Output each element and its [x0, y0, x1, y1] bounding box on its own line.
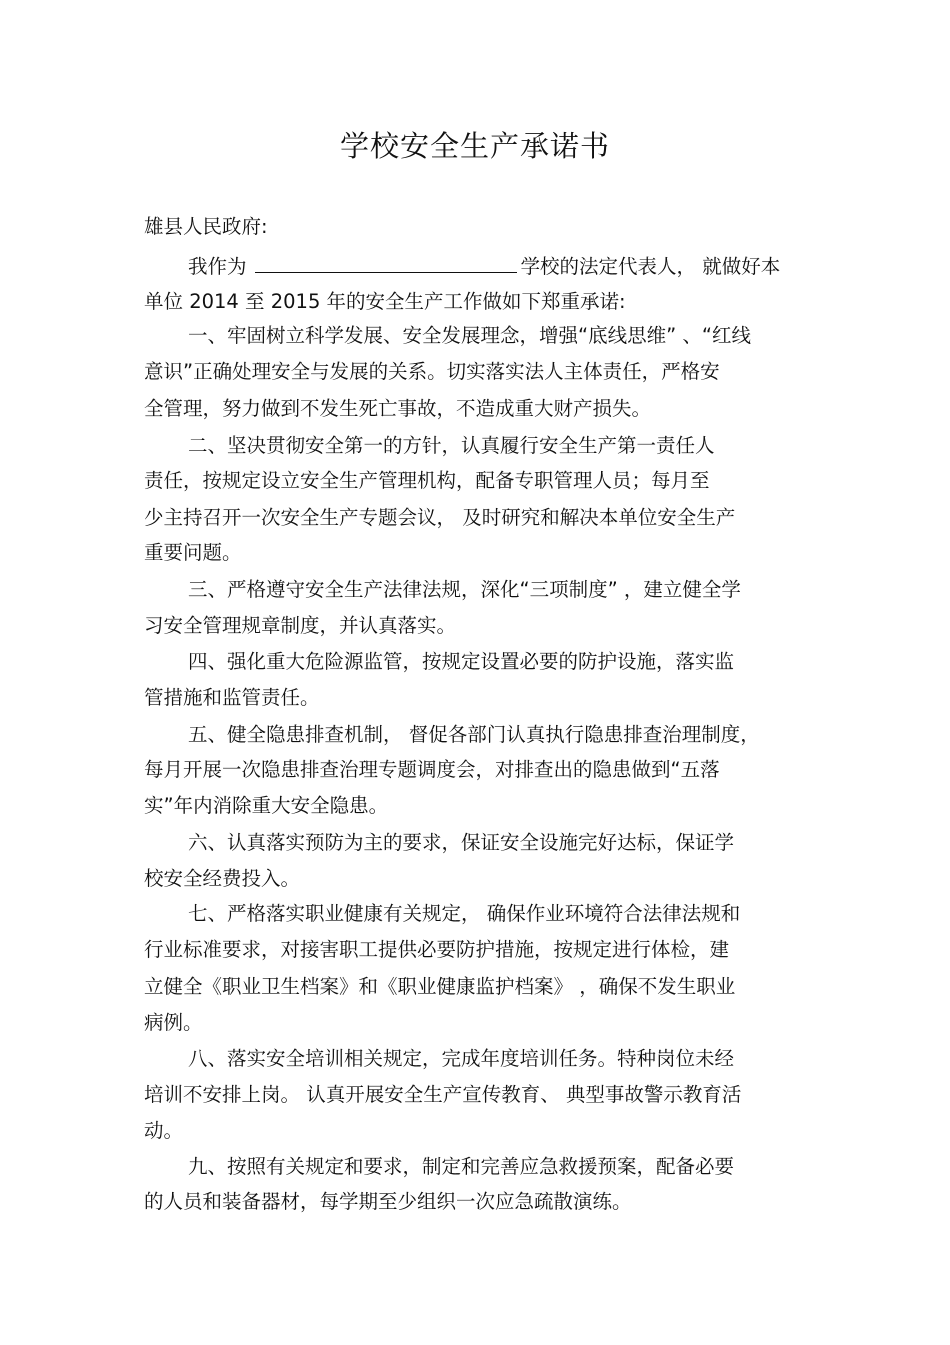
- body-line: 病例。: [144, 1011, 203, 1034]
- body-line: 四、强化重大危险源监管，按规定设置必要的防护设施，落实监: [188, 650, 735, 673]
- body-line: 培训不安排上岗。 认真开展安全生产宣传教育、 典型事故警示教育活: [144, 1083, 742, 1106]
- body-line: 责任，按规定设立安全生产管理机构，配备专职管理人员；每月至: [144, 469, 710, 492]
- body-line: 校安全经费投入。: [144, 867, 301, 890]
- body-line: 重要问题。: [144, 541, 242, 564]
- intro-after-blank: 学校的法定代表人， 就做好本: [520, 255, 781, 278]
- body-line: 全管理，努力做到不发生死亡事故，不造成重大财产损失。: [144, 397, 652, 420]
- body-line: 五、健全隐患排查机制， 督促各部门认真执行隐患排查治理制度，: [188, 723, 760, 746]
- body-line: 一、牢固树立科学发展、安全发展理念，增强“底线思维” 、“红线: [188, 324, 752, 347]
- intro-line-2: 单位 2014 至 2015 年的安全生产工作做如下郑重承诺:: [144, 290, 626, 313]
- intro-line-1: [188, 252, 780, 281]
- body-line: 六、认真落实预防为主的要求，保证安全设施完好达标，保证学: [188, 831, 735, 854]
- body-line: 行业标准要求，对接害职工提供必要防护措施，按规定进行体检，建: [144, 938, 730, 961]
- body-line: 九、按照有关规定和要求，制定和完善应急救援预案，配备必要: [188, 1155, 735, 1178]
- body-line: 立健全《职业卫生档案》和《职业健康监护档案》 ，确保不发生职业: [144, 975, 736, 998]
- body-line: 实”年内消除重大安全隐患。: [144, 794, 389, 817]
- body-line: 习安全管理规章制度，并认真落实。: [144, 614, 457, 637]
- body-line: 八、落实安全培训相关规定，完成年度培训任务。特种岗位未经: [188, 1047, 735, 1070]
- body-line: 三、严格遵守安全生产法律法规，深化“三项制度” ，建立健全学: [188, 578, 741, 601]
- body-line: 七、严格落实职业健康有关规定， 确保作业环境符合法律法规和: [188, 902, 741, 925]
- salutation: 雄县人民政府:: [144, 215, 268, 238]
- representative-name-blank: [255, 252, 517, 273]
- body-line: 二、坚决贯彻安全第一的方针，认真履行安全生产第一责任人: [188, 434, 715, 457]
- body-line: 的人员和装备器材，每学期至少组织一次应急疏散演练。: [144, 1190, 632, 1213]
- document-title: 学校安全生产承诺书: [339, 129, 610, 163]
- body-line: 少主持召开一次安全生产专题会议， 及时研究和解决本单位安全生产: [144, 506, 736, 529]
- body-line: 动。: [144, 1119, 184, 1142]
- body-line: 每月开展一次隐患排查治理专题调度会，对排查出的隐患做到“五落: [144, 758, 720, 781]
- body-line: 意识”正确处理安全与发展的关系。切实落实法人主体责任，严格安: [144, 360, 720, 383]
- body-line: 管措施和监管责任。: [144, 686, 320, 709]
- intro-before-blank: 我作为: [188, 255, 247, 278]
